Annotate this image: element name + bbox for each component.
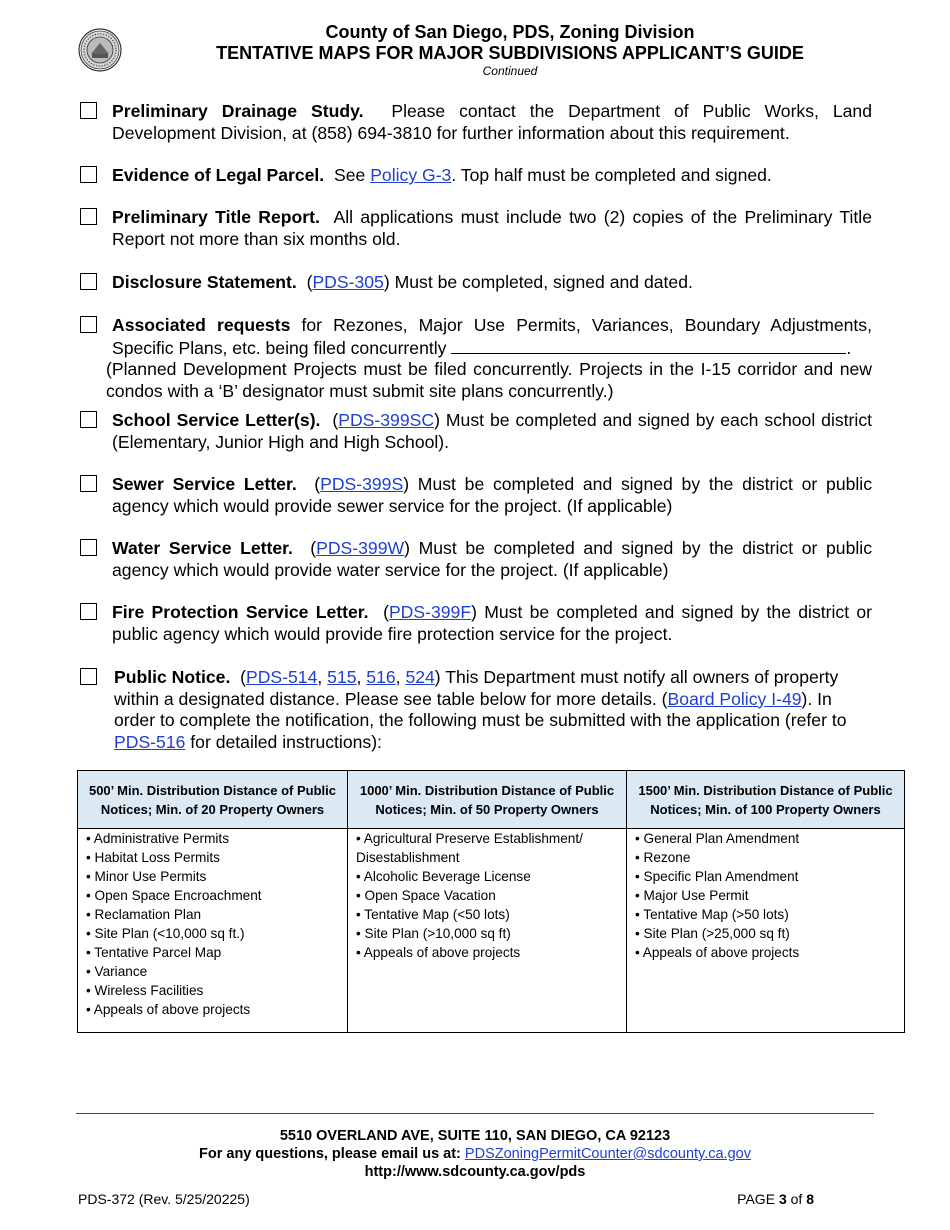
list-item: • General Plan Amendment <box>635 831 800 846</box>
item-text: for Rezones, Major Use Permits, Variances, Boundary Adjustments, Specific Plans, etc. being filed concurrently <box>112 315 872 358</box>
footer-contact: For any questions, please email us at: PDSZoningPermitCounter@sdcounty.ca.gov <box>199 1146 751 1162</box>
pds-516-link[interactable]: 516 <box>366 667 396 687</box>
footer-divider <box>76 1113 874 1114</box>
distribution-table <box>77 770 905 1033</box>
column-1500ft-list <box>627 829 905 1033</box>
list-item: • Specific Plan Amendment <box>635 869 799 884</box>
column-header-1500ft: 1500’ Min. Distribution Distance of Public Notices; Min. of 100 Property Owners <box>627 771 905 829</box>
checkbox[interactable] <box>80 166 97 183</box>
column-header-500ft: 500’ Min. Distribution Distance of Public Notices; Min. of 20 Property Owners <box>78 771 348 829</box>
checkbox[interactable] <box>80 208 97 225</box>
checklist-item-legal-parcel: Evidence of Legal Parcel. See Policy G-3. Top half must be completed and signed. <box>80 165 872 187</box>
list-item: • Tentative Map (>50 lots) <box>635 907 789 922</box>
table-row <box>78 829 905 1033</box>
column-header-1000ft: 1000’ Min. Distribution Distance of Public Notices; Min. of 50 Property Owners <box>348 771 627 829</box>
checkbox[interactable] <box>80 102 97 119</box>
item-title: Evidence of Legal Parcel. <box>112 165 325 185</box>
list-item: • Agricultural Preserve Establishment/ <box>356 831 583 846</box>
page-header <box>130 22 890 79</box>
list-item: • Habitat Loss Permits <box>86 850 220 865</box>
pds-514-link[interactable]: PDS-514 <box>245 667 318 687</box>
list-item: • Alcoholic Beverage License <box>356 869 531 884</box>
checkbox[interactable] <box>80 603 97 620</box>
column-500ft-list <box>78 829 348 1033</box>
checklist-item-disclosure: Disclosure Statement. (PDS-305) Must be completed, signed and dated. <box>80 272 872 294</box>
list-item: • Rezone <box>635 850 691 865</box>
list-item: • Site Plan (<10,000 sq ft.) <box>86 926 245 941</box>
item-text: Please contact the Department of Public Works, Land Development Division, at (858) 694-3810 for further information about this requirement. <box>112 101 872 143</box>
checkbox[interactable] <box>80 411 97 428</box>
item-text: All applications must include two (2) copies of the Preliminary Title Report not more than six months old. <box>112 207 872 249</box>
item-title: Sewer Service Letter. <box>112 474 297 494</box>
checklist-item-water-letter: Water Service Letter. (PDS-399W) Must be completed and signed by the district or public agency which would provide water service for the project. (If applicable) <box>80 538 872 581</box>
table-header-row <box>78 771 905 829</box>
item-title: School Service Letter(s). <box>112 410 321 430</box>
pds-515-link[interactable]: 515 <box>327 667 357 687</box>
checkbox[interactable] <box>80 273 97 290</box>
list-item: • Tentative Parcel Map <box>86 945 222 960</box>
list-item: • Administrative Permits <box>86 831 229 846</box>
checkbox[interactable] <box>80 668 97 685</box>
item-title: Associated requests <box>112 315 291 335</box>
list-item: • Wireless Facilities <box>86 983 204 998</box>
list-item: • Reclamation Plan <box>86 907 202 922</box>
checklist-item-associated-requests: Associated requests for Rezones, Major Use Permits, Variances, Boundary Adjustments, Specific Plans, etc. being filed concurrently . (Planned Development Projects must be filed concurrently. Projects in the I-15 corridor and new condos with a ‘B’ designator must submit site plans concurrently.) <box>80 315 872 402</box>
footer-address: 5510 OVERLAND AVE, SUITE 110, SAN DIEGO, CA 92123 <box>279 1128 671 1144</box>
fill-in-blank[interactable] <box>451 337 846 354</box>
item-note: (Planned Development Projects must be filed concurrently. Projects in the I-15 corridor and new condos with a ‘B’ designator must submit site plans concurrently.) <box>106 359 872 401</box>
item-title: Water Service Letter. <box>112 538 293 558</box>
header-county: County of San Diego, PDS, Zoning Division <box>325 22 695 42</box>
list-item: • Tentative Map (<50 lots) <box>356 907 510 922</box>
list-item: • Site Plan (>25,000 sq ft) <box>635 926 790 941</box>
pds-399w-link[interactable]: PDS-399W <box>316 538 405 558</box>
item-title: Preliminary Drainage Study. <box>112 101 364 121</box>
list-item: • Open Space Encroachment <box>86 888 262 903</box>
checkbox[interactable] <box>80 539 97 556</box>
board-policy-i49-link[interactable]: Board Policy I-49 <box>667 688 802 709</box>
list-item: • Appeals of above projects <box>86 1002 251 1017</box>
pds-305-link[interactable]: PDS-305 <box>312 272 384 292</box>
pds-524-link[interactable]: 524 <box>405 667 435 687</box>
item-title: Preliminary Title Report. <box>112 207 320 227</box>
footer-website: http://www.sdcounty.ca.gov/pds <box>364 1164 586 1180</box>
list-item: • Appeals of above projects <box>635 945 800 960</box>
item-title: Public Notice. <box>114 667 231 687</box>
list-item: • Appeals of above projects <box>356 945 521 960</box>
list-item: • Variance <box>86 964 148 979</box>
header-title: TENTATIVE MAPS FOR MAJOR SUBDIVISIONS APPLICANT’S GUIDE <box>216 43 804 63</box>
pds-399f-link[interactable]: PDS-399F <box>388 602 472 622</box>
page-number: PAGE 3 of 8 <box>737 1191 814 1207</box>
contact-email-link[interactable]: PDSZoningPermitCounter@sdcounty.ca.gov <box>464 1146 751 1162</box>
checkbox[interactable] <box>80 316 97 333</box>
county-seal-logo <box>78 28 122 72</box>
list-item: • Site Plan (>10,000 sq ft) <box>356 926 511 941</box>
item-title: Fire Protection Service Letter. <box>112 602 369 622</box>
pds-516-instructions-link[interactable]: PDS-516 <box>114 731 186 752</box>
checkbox[interactable] <box>80 475 97 492</box>
header-continued: Continued <box>482 64 538 78</box>
pds-399s-link[interactable]: PDS-399S <box>320 474 404 494</box>
form-id: PDS-372 (Rev. 5/25/20225) <box>78 1191 250 1207</box>
list-item: • Open Space Vacation <box>356 888 496 903</box>
checklist-item-public-notice: Public Notice. (PDS-514, 515, 516, 524) This Department must notify all owners of property within a designated distance. Please see table below for more details. (Board Policy I-49). In order to complete the notification, the following must be submitted with the application (refer to PDS-516 for detailed instructions): <box>80 667 872 753</box>
list-item: • Major Use Permit <box>635 888 749 903</box>
pds-399sc-link[interactable]: PDS-399SC <box>338 410 435 430</box>
checklist-item-sewer-letter: Sewer Service Letter. (PDS-399S) Must be completed and signed by the district or public agency which would provide sewer service for the project. (If applicable) <box>80 474 872 517</box>
checklist-item-title-report <box>80 207 872 250</box>
list-item: Disestablishment <box>356 850 460 865</box>
policy-g3-link[interactable]: Policy G-3 <box>370 165 452 185</box>
list-item: • Minor Use Permits <box>86 869 207 884</box>
checklist-item-drainage-study <box>80 101 872 144</box>
checklist-item-fire-letter: Fire Protection Service Letter. (PDS-399F) Must be completed and signed by the district or public agency which would provide fire protection service for the project. <box>80 602 872 645</box>
item-title: Disclosure Statement. <box>112 272 297 292</box>
column-1000ft-list <box>348 829 627 1033</box>
checklist-item-school-letter: School Service Letter(s). (PDS-399SC) Must be completed and signed by each school district (Elementary, Junior High and High School). <box>80 410 872 453</box>
